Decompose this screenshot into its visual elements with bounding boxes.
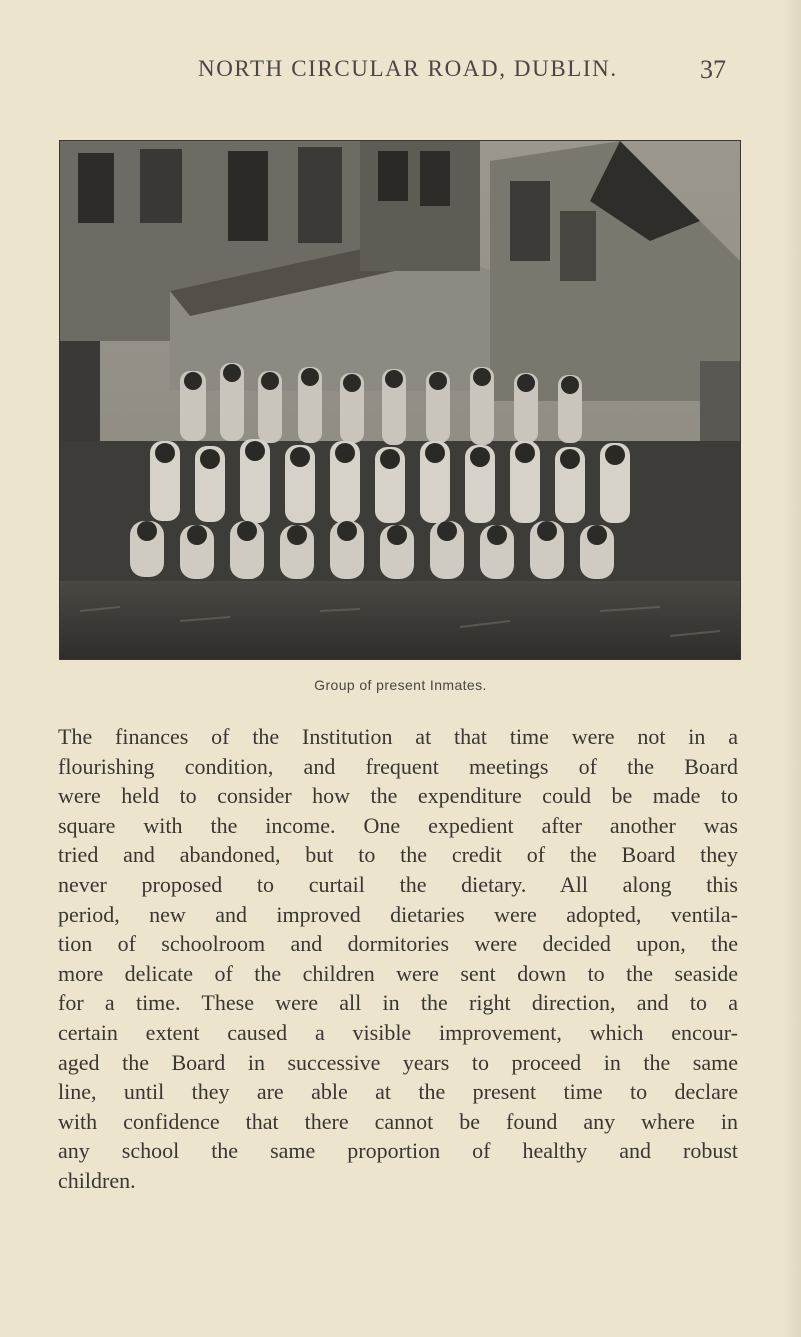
text-line: tried and abandoned, but to the credit of the Board they: [58, 842, 738, 868]
running-title: NORTH CIRCULAR ROAD, DUBLIN.: [198, 56, 618, 81]
text-line: line, until they are able at the present time to declare: [58, 1079, 738, 1105]
text-line: tion of schoolroom and dormitories were decided upon, the: [58, 931, 738, 957]
text-line: with confidence that there cannot be found any where in: [58, 1108, 738, 1134]
text-line: period, new and improved dietaries were adopted, ventila-: [58, 901, 738, 927]
text-line: flourishing condition, and frequent meetings of the Board: [58, 753, 738, 779]
text-line: children.: [58, 1167, 136, 1193]
page-edge-shadow: [783, 0, 801, 1337]
text-line: any school the same proportion of healthy and robust: [58, 1138, 738, 1164]
text-line: aged the Board in successive years to proceed in the same: [58, 1049, 738, 1075]
figure-caption: Group of present Inmates.: [314, 677, 487, 693]
page-number: 37: [700, 55, 726, 84]
text-line: certain extent caused a visible improvement, which encour-: [58, 1019, 738, 1045]
group-photo: [59, 140, 741, 660]
text-line: more delicate of the children were sent down to the seaside: [58, 960, 738, 986]
text-line: never proposed to curtail the dietary. All along this: [58, 871, 738, 897]
text-line: square with the income. One expedient after another was: [58, 812, 738, 838]
text-line: The finances of the Institution at that time were not in a: [58, 724, 738, 749]
text-line: were held to consider how the expenditure could be made to: [58, 783, 738, 809]
group-photo-illustration: [60, 141, 740, 659]
text-line: for a time. These were all in the right direction, and to a: [58, 990, 738, 1016]
body-paragraph: [58, 722, 738, 1196]
running-head: [0, 52, 801, 86]
